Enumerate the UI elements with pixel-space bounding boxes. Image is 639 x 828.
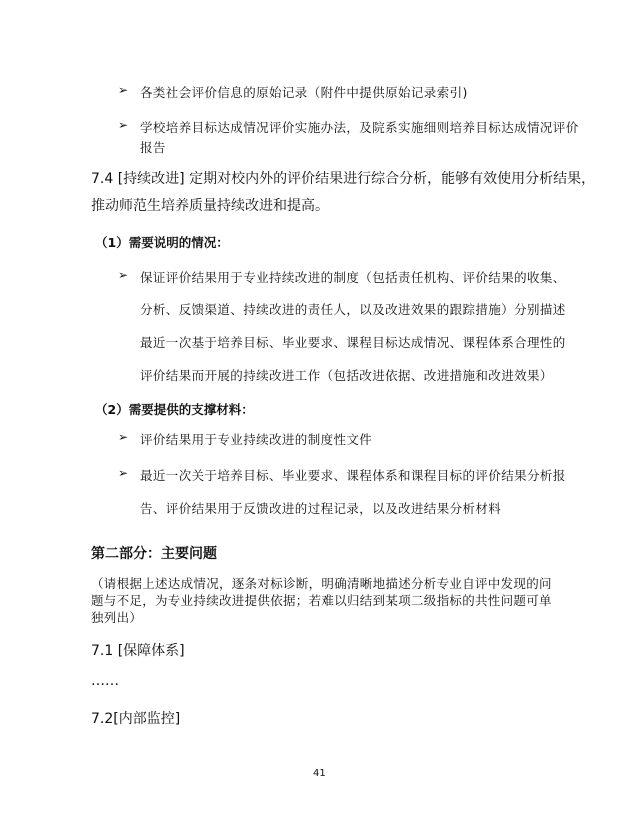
sub-heading-1: （1）需要说明的情况： — [95, 235, 229, 250]
arrow-bullet-icon: ➢ — [118, 268, 129, 282]
bullet-text: 保证评价结果用于专业持续改进的制度（包括责任机构、评价结果的收集、 — [140, 270, 566, 285]
section-7-1: 7.1 [保障体系] — [91, 643, 185, 659]
arrow-bullet-icon: ➢ — [118, 430, 129, 444]
section-7-4-line1: 7.4 [持续改进] 定期对校内外的评价结果进行综合分析，能够有效使用分析结果， — [91, 171, 596, 187]
bullet-text: 评价结果而开展的持续改进工作（包括改进依据、改进措施和改进效果） — [140, 368, 553, 383]
bullet-text: 各类社会评价信息的原始记录（附件中提供原始记录索引) — [140, 85, 468, 100]
part-two-note-line: （请根据上述达成情况，逐条对标诊断，明确清晰地描述分析专业自评中发现的问 — [91, 576, 552, 591]
sub-heading-2: （2）需要提供的支撑材料： — [95, 402, 254, 417]
bullet-text: 分析、反馈渠道、持续改进的责任人，以及改进效果的跟踪措施）分别描述 — [140, 302, 566, 317]
arrow-bullet-icon: ➢ — [118, 118, 129, 132]
bullet-text: 告、评价结果用于反馈改进的过程记录，以及改进结果分析材料 — [140, 501, 502, 516]
bullet-text: 最近一次基于培养目标、毕业要求、课程目标达成情况、课程体系合理性的 — [140, 335, 566, 350]
part-two-title: 第二部分：主要问题 — [91, 546, 217, 562]
section-7-2: 7.2[内部监控] — [91, 711, 181, 727]
bullet-text: 最近一次关于培养目标、毕业要求、课程体系和课程目标的评价结果分析报 — [140, 468, 566, 483]
section-7-4-line2: 推动师范生培养质量持续改进和提高。 — [91, 198, 329, 214]
part-two-note-line: 独列出） — [91, 610, 143, 625]
page-number: 41 — [313, 768, 326, 779]
bullet-text: 学校培养目标达成情况评价实施办法，及院系实施细则培养目标达成情况评价 — [140, 120, 579, 135]
bullet-text: 报告 — [140, 140, 166, 155]
arrow-bullet-icon: ➢ — [118, 466, 129, 480]
bullet-text: 评价结果用于专业持续改进的制度性文件 — [140, 432, 373, 447]
arrow-bullet-icon: ➢ — [118, 83, 129, 97]
part-two-note-line: 题与不足，为专业持续改进提供依据；若难以归结到某项二级指标的共性问题可单 — [91, 593, 552, 608]
ellipsis-placeholder: …… — [91, 673, 119, 689]
